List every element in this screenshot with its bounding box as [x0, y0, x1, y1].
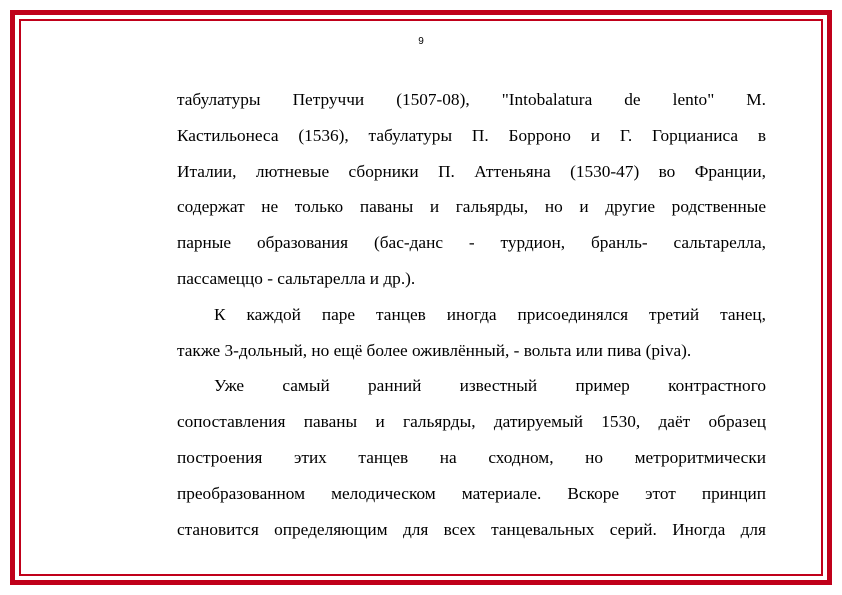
text-line: табулатуры Петруччи (1507-08), "Intobalatura de lento" М.	[177, 90, 766, 109]
text-line: становится определяющим для всех танцевальных серий. Иногда для	[177, 519, 766, 539]
page-number: 9	[418, 36, 424, 47]
text-line: Уже самый ранний известный пример контрастного	[214, 376, 766, 396]
text-line: содержат не только паваны и гальярды, но и другие родственные	[177, 197, 766, 217]
text-line: парные образования (бас-данс - турдион, бранль- сальтарелла,	[177, 233, 766, 253]
text-line: Италии, лютневые сборники П. Аттеньяна (1530-47) во Франции,	[177, 161, 766, 181]
paragraph-1	[177, 82, 766, 297]
paragraph-3	[177, 368, 766, 547]
text-line: сопоставления паваны и гальярды, датируемый 1530, даёт образец	[177, 412, 766, 432]
text-line: построения этих танцев на сходном, но метроритмически	[177, 447, 766, 467]
text-line: также 3-дольный, но ещё более оживлённый, - вольта или пива (piva).	[177, 340, 692, 360]
text-line: К каждой паре танцев иногда присоединялся третий танец,	[214, 304, 766, 324]
text-line: пассамеццо - сальтарелла и др.).	[177, 268, 416, 288]
text-line: Кастильонеса (1536), табулатуры П. Борроно и Г. Горцианиса в	[177, 125, 766, 145]
document-body	[177, 82, 766, 547]
paragraph-2	[177, 297, 766, 369]
text-line: преобразованном мелодическом материале. Вскоре этот принцип	[177, 483, 766, 503]
